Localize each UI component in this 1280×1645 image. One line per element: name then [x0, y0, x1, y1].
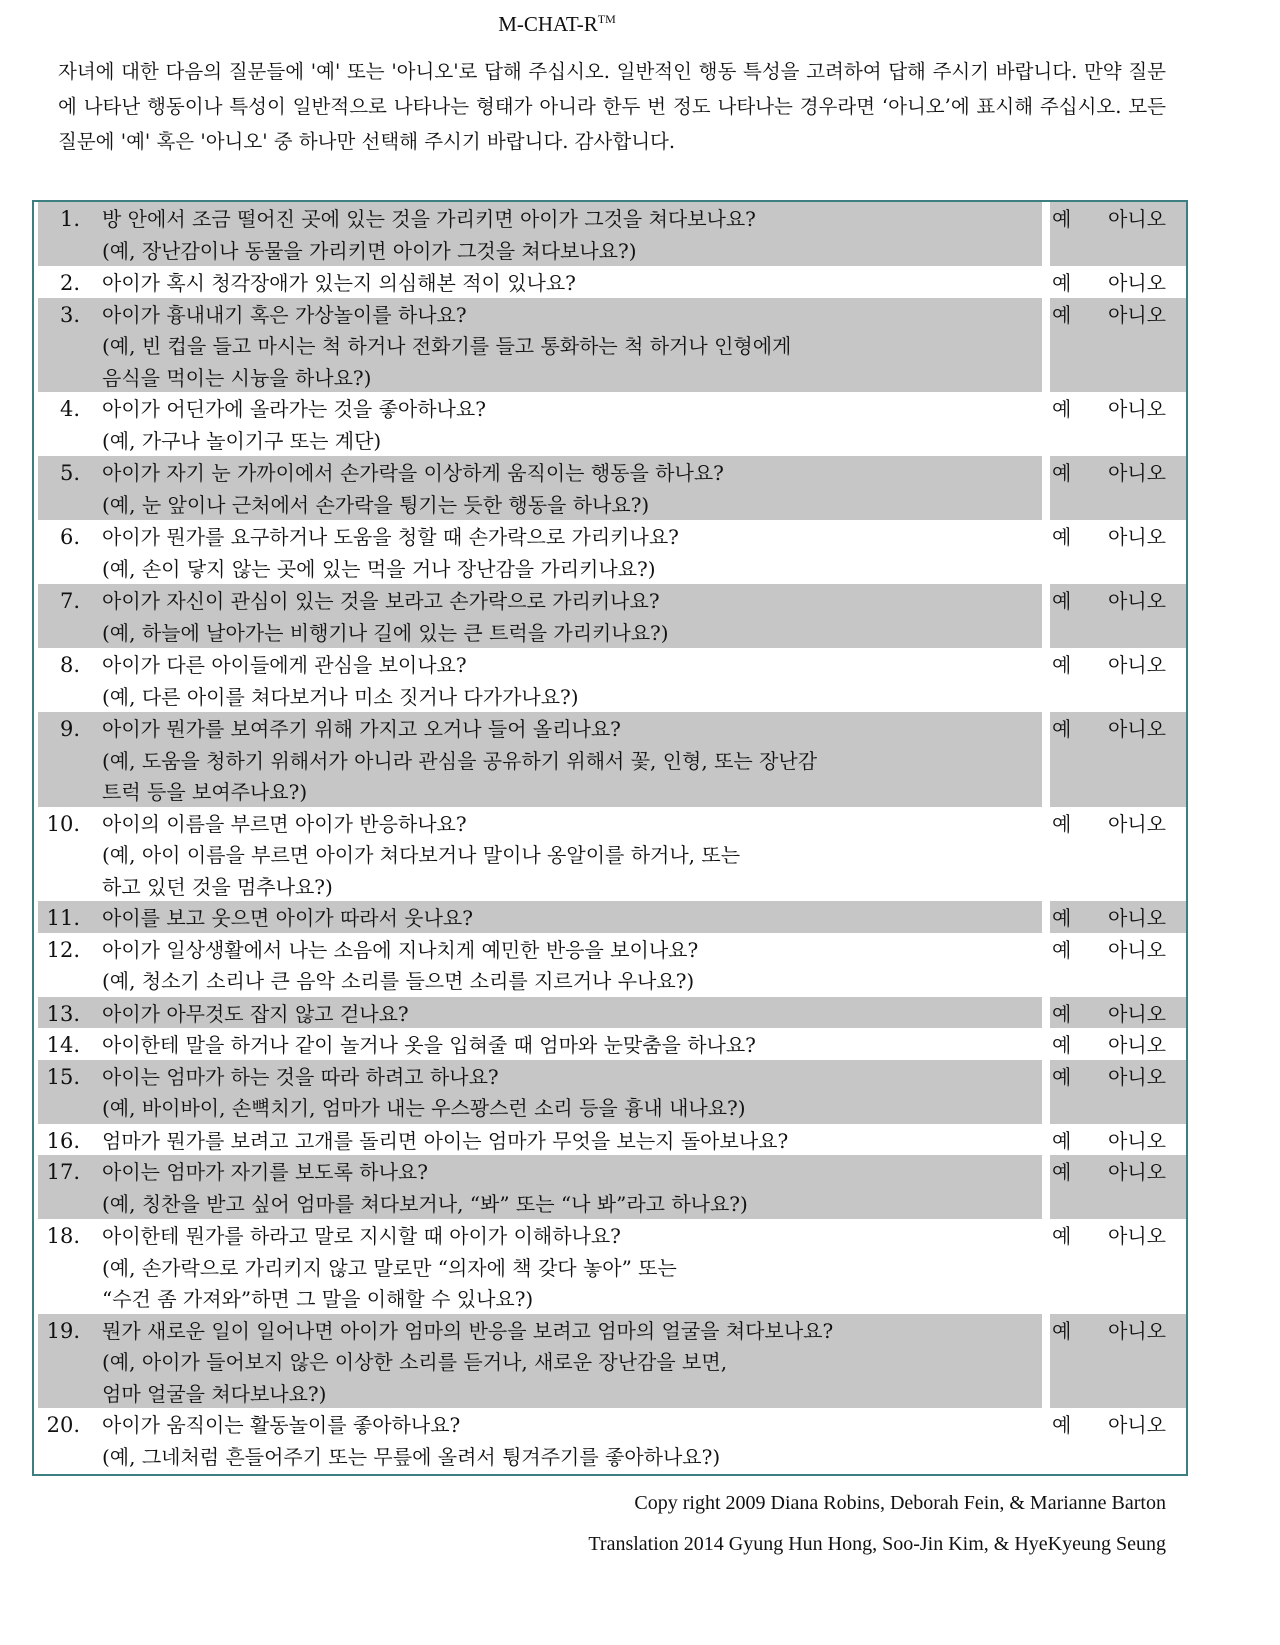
answer-no-option[interactable]: 아니오 [1108, 589, 1166, 613]
answer-no-option[interactable]: 아니오 [1108, 937, 1166, 962]
answer-no-option[interactable]: 아니오 [1108, 717, 1166, 741]
question-line: 아이는 엄마가 자기를 보도록 하나요? [102, 1160, 428, 1184]
question-row [34, 1408, 1186, 1472]
question-line: 아이가 다른 아이들에게 관심을 보이나요? [102, 653, 467, 677]
question-example-line: (예, 장난감이나 동물을 가리키면 아이가 그것을 쳐다보나요?) [102, 238, 637, 263]
answer-yes-option[interactable]: 예 [1052, 1413, 1072, 1437]
question-line: 아이의 이름을 부르면 아이가 반응하나요? [102, 811, 467, 836]
answer-yes-option[interactable]: 예 [1052, 1033, 1072, 1057]
question-row [34, 997, 1186, 1029]
question-number: 3. [59, 302, 80, 327]
question-example-line: (예, 눈 앞이나 근처에서 손가락을 튕기는 듯한 행동을 하나요?) [102, 492, 650, 517]
question-line: 아이가 일상생활에서 나는 소음에 지나치게 예민한 반응을 보이나요? [102, 937, 699, 962]
question-row [34, 712, 1186, 807]
question-row [34, 807, 1186, 902]
question-line: 아이가 아무것도 잡지 않고 걷나요? [102, 1001, 409, 1026]
question-text [102, 300, 1022, 395]
question-text [102, 1410, 1022, 1473]
question-row [34, 1060, 1186, 1124]
question-line: 아이한테 말을 하거나 같이 놀거나 옷을 입혀줄 때 엄마와 눈맞춤을 하나요? [102, 1033, 756, 1057]
trademark-mark: TM [597, 12, 616, 26]
question-number: 7. [59, 589, 80, 613]
answer-no-option[interactable]: 아니오 [1108, 525, 1166, 549]
answer-no-option[interactable]: 아니오 [1108, 461, 1166, 485]
answer-yes-option[interactable]: 예 [1052, 717, 1072, 741]
question-row [34, 933, 1186, 997]
question-text [102, 903, 1022, 935]
question-text [102, 522, 1022, 585]
question-number: 10. [46, 811, 80, 836]
question-number: 5. [59, 461, 80, 485]
answer-no-option[interactable]: 아니오 [1108, 1128, 1166, 1153]
question-example-line: 트럭 등을 보여주나요?) [102, 780, 308, 804]
answer-no-option[interactable]: 아니오 [1108, 906, 1166, 930]
answer-yes-option[interactable]: 예 [1052, 906, 1072, 930]
question-row [34, 1028, 1186, 1060]
answer-no-option[interactable]: 아니오 [1108, 1033, 1166, 1057]
question-number: 6. [59, 525, 80, 549]
answer-no-option[interactable]: 아니오 [1108, 1001, 1166, 1026]
question-number: 16. [46, 1128, 80, 1153]
question-number: 2. [59, 271, 80, 295]
question-line: 엄마가 뭔가를 보려고 고개를 돌리면 아이는 엄마가 무엇을 보는지 돌아보나요? [102, 1128, 789, 1153]
question-text [102, 1126, 1022, 1158]
question-example-line: (예, 빈 컵을 들고 마시는 척 하거나 전화기를 들고 통화하는 척 하거나 인형에게 [102, 334, 792, 358]
question-row [34, 202, 1186, 266]
translation-line: Translation 2014 Gyung Hun Hong, Soo-Jin Kim, & HyeKyeung Seung [588, 1533, 1166, 1555]
answer-no-option[interactable]: 아니오 [1108, 302, 1166, 327]
question-example-line: “수건 좀 가져와”하면 그 말을 이해할 수 있나요?) [102, 1287, 534, 1311]
question-number: 4. [59, 397, 80, 421]
answer-no-option[interactable]: 아니오 [1108, 1064, 1166, 1089]
question-line: 아이가 흉내내기 혹은 가상놀이를 하나요? [102, 302, 467, 327]
answer-no-option[interactable]: 아니오 [1108, 1318, 1166, 1343]
question-text [102, 458, 1022, 521]
question-example-line: (예, 가구나 놀이기구 또는 계단) [102, 428, 382, 453]
question-text [102, 1157, 1022, 1220]
question-number: 15. [46, 1064, 80, 1089]
question-line: 아이가 자기 눈 가까이에서 손가락을 이상하게 움직이는 행동을 하나요? [102, 461, 724, 485]
answer-no-option[interactable]: 아니오 [1108, 1160, 1166, 1184]
question-row [34, 1314, 1186, 1409]
question-row [34, 901, 1186, 933]
answer-yes-option[interactable]: 예 [1052, 1160, 1072, 1184]
answer-yes-option[interactable]: 예 [1052, 1318, 1072, 1343]
question-example-line: 음식을 먹이는 시늉을 하나요?) [102, 365, 372, 390]
answer-yes-option[interactable]: 예 [1052, 1128, 1072, 1153]
question-line: 아이가 어딘가에 올라가는 것을 좋아하나요? [102, 397, 486, 421]
answer-yes-option[interactable]: 예 [1052, 207, 1072, 231]
question-row [34, 392, 1186, 456]
question-text [102, 204, 1022, 267]
question-example-line: (예, 다른 아이를 쳐다보거나 미소 짓거나 다가가나요?) [102, 684, 579, 709]
question-text [102, 809, 1022, 904]
answer-yes-option[interactable]: 예 [1052, 811, 1072, 836]
question-text [102, 650, 1022, 713]
answer-yes-option[interactable]: 예 [1052, 589, 1072, 613]
question-text [102, 394, 1022, 457]
answer-no-option[interactable]: 아니오 [1108, 397, 1166, 421]
answer-no-option[interactable]: 아니오 [1108, 207, 1166, 231]
question-rows [34, 202, 1186, 1472]
question-line: 아이가 혹시 청각장애가 있는지 의심해본 적이 있나요? [102, 271, 576, 295]
answer-yes-option[interactable]: 예 [1052, 461, 1072, 485]
question-example-line: (예, 하늘에 날아가는 비행기나 길에 있는 큰 트럭을 가리키나요?) [102, 620, 669, 645]
question-line: 아이가 뭔가를 요구하거나 도움을 청할 때 손가락으로 가리키나요? [102, 525, 679, 549]
question-line: 방 안에서 조금 떨어진 곳에 있는 것을 가리키면 아이가 그것을 쳐다보나요? [102, 207, 756, 231]
answer-no-option[interactable]: 아니오 [1108, 1224, 1166, 1248]
question-text [102, 935, 1022, 998]
question-row [34, 266, 1186, 298]
question-text [102, 586, 1022, 649]
question-text [102, 999, 1022, 1031]
question-number: 1. [59, 207, 80, 231]
question-number: 19. [46, 1318, 80, 1343]
question-row [34, 456, 1186, 520]
question-line: 아이가 뭔가를 보여주기 위해 가지고 오거나 들어 올리나요? [102, 717, 621, 741]
copyright-line: Copy right 2009 Diana Robins, Deborah Fein, & Marianne Barton [634, 1492, 1166, 1514]
question-row [34, 1219, 1186, 1314]
answer-yes-option[interactable]: 예 [1052, 1224, 1072, 1248]
question-example-line: 엄마 얼굴을 쳐다보나요?) [102, 1381, 327, 1406]
page-title [0, 12, 1114, 37]
answer-yes-option[interactable]: 예 [1052, 397, 1072, 421]
question-example-line: 하고 있던 것을 멈추나요?) [102, 874, 333, 899]
question-number: 8. [59, 653, 80, 677]
question-line: 아이가 자신이 관심이 있는 것을 보라고 손가락으로 가리키나요? [102, 589, 660, 613]
question-text [102, 268, 1022, 300]
question-text [102, 1221, 1022, 1316]
question-line: 아이를 보고 웃으면 아이가 따라서 웃나요? [102, 906, 473, 930]
question-example-line: (예, 도움을 청하기 위해서가 아니라 관심을 공유하기 위해서 꽃, 인형, 또는 장난감 [102, 748, 818, 773]
question-row [34, 584, 1186, 648]
question-example-line: (예, 아이가 들어보지 않은 이상한 소리를 듣거나, 새로운 장난감을 보면, [102, 1350, 728, 1374]
question-row [34, 648, 1186, 712]
question-example-line: (예, 그네처럼 흔들어주기 또는 무릎에 올려서 튕겨주기를 좋아하나요?) [102, 1444, 721, 1469]
question-row [34, 520, 1186, 584]
question-text [102, 1316, 1022, 1411]
answer-yes-option[interactable]: 예 [1052, 653, 1072, 677]
question-example-line: (예, 청소기 소리나 큰 음악 소리를 들으면 소리를 지르거나 우나요?) [102, 969, 695, 993]
title-text: M-CHAT-R [498, 12, 598, 36]
answer-yes-option[interactable]: 예 [1052, 525, 1072, 549]
answer-yes-option[interactable]: 예 [1052, 271, 1072, 295]
question-text [102, 1062, 1022, 1125]
question-number: 14. [46, 1033, 80, 1057]
questionnaire-table [32, 200, 1188, 1476]
answer-yes-option[interactable]: 예 [1052, 937, 1072, 962]
question-row [34, 1155, 1186, 1219]
question-example-line: (예, 손가락으로 가리키지 않고 말로만 “의자에 책 갖다 놓아” 또는 [102, 1255, 677, 1280]
question-number: 13. [46, 1001, 80, 1026]
question-number: 11. [46, 906, 80, 930]
answer-no-option[interactable]: 아니오 [1108, 811, 1166, 836]
question-text [102, 1030, 1022, 1062]
answer-yes-option[interactable]: 예 [1052, 1001, 1072, 1026]
question-example-line: (예, 아이 이름을 부르면 아이가 쳐다보거나 말이나 옹알이를 하거나, 또는 [102, 843, 741, 867]
instructions: 자녀에 대한 다음의 질문들에 '예' 또는 '아니오'로 답해 주십시오. 일반적인 행동 특성을 고려하여 답해 주시기 바랍니다. 만약 질문에 나타난 행동이나 특성이 일반적으로 나타나는 형태가 아니라 한두 번 정도 나타나는 경우라면 ‘아니오’에 표시해 주십시오. 모든 질문에 '예' 혹은 '아니오' 중 하나만 선택해 주시기 바랍니다. 감사합니다. [58, 60, 1166, 153]
answer-no-option[interactable]: 아니오 [1108, 653, 1166, 677]
question-number: 17. [46, 1160, 80, 1184]
question-row [34, 298, 1186, 393]
question-line: 아이는 엄마가 하는 것을 따라 하려고 하나요? [102, 1064, 499, 1089]
answer-no-option[interactable]: 아니오 [1108, 271, 1166, 295]
answer-yes-option[interactable]: 예 [1052, 1064, 1072, 1089]
question-line: 뭔가 새로운 일이 일어나면 아이가 엄마의 반응을 보려고 엄마의 얼굴을 쳐다보나요? [102, 1318, 834, 1343]
question-example-line: (예, 바이바이, 손뼉치기, 엄마가 내는 우스꽝스런 소리 등을 흉내 내나요?) [102, 1096, 746, 1120]
answer-no-option[interactable]: 아니오 [1108, 1413, 1166, 1437]
question-row [34, 1124, 1186, 1156]
answer-yes-option[interactable]: 예 [1052, 302, 1072, 327]
question-example-line: (예, 칭찬을 받고 싶어 엄마를 쳐다보거나, “봐” 또는 “나 봐”라고 하나요?) [102, 1191, 748, 1216]
question-number: 12. [46, 937, 80, 962]
question-text [102, 714, 1022, 809]
question-line: 아이가 움직이는 활동놀이를 좋아하나요? [102, 1413, 461, 1437]
question-line: 아이한테 뭔가를 하라고 말로 지시할 때 아이가 이해하나요? [102, 1224, 621, 1248]
question-number: 18. [46, 1224, 80, 1248]
question-number: 20. [46, 1413, 80, 1437]
question-number: 9. [59, 717, 80, 741]
question-example-line: (예, 손이 닿지 않는 곳에 있는 먹을 거나 장난감을 가리키나요?) [102, 556, 656, 581]
